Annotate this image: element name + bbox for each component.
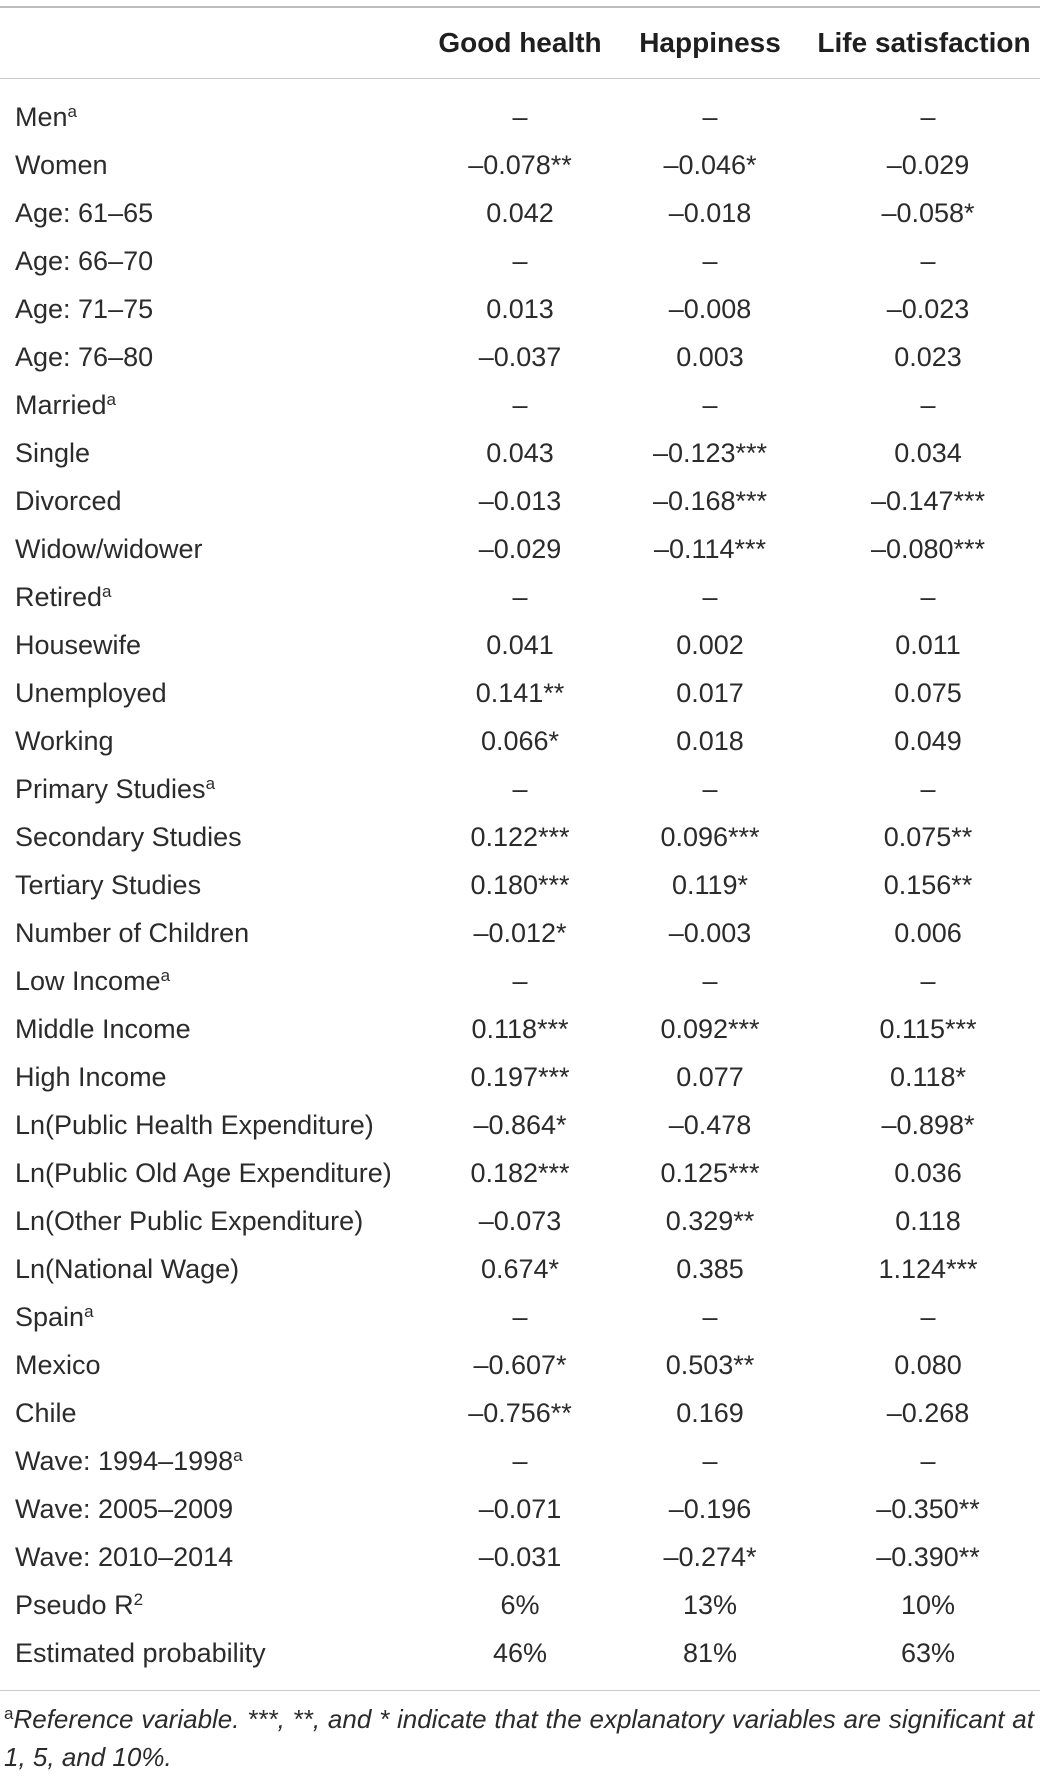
cell-life-satisfaction: – <box>920 774 936 804</box>
cell-life-satisfaction: –0.080*** <box>870 534 986 564</box>
table-row <box>0 1389 1040 1437</box>
cell-life-satisfaction: –0.029 <box>886 150 970 180</box>
cell-happiness: – <box>702 774 718 804</box>
column-header-good-health: Good health <box>438 27 602 58</box>
cell-good-health: –0.756** <box>468 1398 572 1428</box>
cell-good-health: –0.078** <box>468 150 572 180</box>
row-label-text: Middle Income <box>15 1014 191 1044</box>
cell-good-health: – <box>512 1446 528 1476</box>
row-label-text: Pseudo R <box>15 1590 134 1620</box>
cell-happiness: 0.002 <box>676 630 744 660</box>
cell-life-satisfaction: 0.080 <box>894 1350 962 1380</box>
cell-good-health: –0.607* <box>473 1350 567 1380</box>
cell-life-satisfaction: 0.075** <box>883 822 973 852</box>
row-label <box>15 1533 233 1581</box>
row-label <box>15 477 122 525</box>
row-label-text: Age: 66–70 <box>15 246 154 276</box>
cell-happiness: –0.478 <box>668 1110 752 1140</box>
table-row <box>0 141 1040 189</box>
cell-good-health: 6% <box>500 1590 540 1620</box>
cell-happiness: –0.114*** <box>653 534 767 564</box>
row-label-text: Wave: 1994–1998 <box>15 1446 234 1476</box>
table-footnote <box>4 1700 1034 1776</box>
cell-life-satisfaction: 0.036 <box>894 1158 962 1188</box>
cell-good-health: –0.013 <box>478 486 562 516</box>
table-body <box>0 93 1040 1677</box>
table-row <box>0 861 1040 909</box>
row-label <box>15 813 242 861</box>
table-row <box>0 1245 1040 1293</box>
cell-happiness: 0.017 <box>676 678 744 708</box>
table-row <box>0 1533 1040 1581</box>
row-label <box>15 1053 167 1101</box>
cell-good-health: –0.073 <box>478 1206 562 1236</box>
row-label <box>15 237 153 285</box>
cell-happiness: 13% <box>682 1590 738 1620</box>
cell-happiness: 0.018 <box>676 726 744 756</box>
cell-happiness: – <box>702 246 718 276</box>
row-label-superscript: a <box>106 390 116 409</box>
cell-life-satisfaction: 63% <box>900 1638 956 1668</box>
table-row <box>0 957 1040 1005</box>
cell-life-satisfaction: – <box>920 390 936 420</box>
row-label-superscript: 2 <box>133 1590 144 1609</box>
cell-good-health: 0.013 <box>486 294 554 324</box>
cell-life-satisfaction: –0.268 <box>886 1398 970 1428</box>
row-label <box>15 861 201 909</box>
row-label <box>15 1437 243 1485</box>
column-header-life-satisfaction: Life satisfaction <box>817 27 1031 58</box>
cell-happiness: –0.274* <box>663 1542 757 1572</box>
table-top-rule <box>0 6 1040 8</box>
cell-life-satisfaction: 0.115*** <box>879 1014 977 1044</box>
row-label-text: Men <box>15 102 68 132</box>
row-label <box>15 957 170 1005</box>
table-row <box>0 1197 1040 1245</box>
row-label-superscript: a <box>102 582 112 601</box>
cell-good-health: –0.037 <box>478 342 562 372</box>
cell-good-health: 0.122*** <box>470 822 570 852</box>
table-row <box>0 1053 1040 1101</box>
row-label <box>15 1245 239 1293</box>
cell-happiness: –0.018 <box>668 198 752 228</box>
footnote-text: Reference variable. ***, **, and * indicate that the explanatory variables are significant at 1, 5, and 10%. <box>4 1704 1034 1772</box>
cell-good-health: – <box>512 966 528 996</box>
cell-good-health: –0.864* <box>473 1110 567 1140</box>
cell-happiness: 0.169 <box>676 1398 744 1428</box>
cell-life-satisfaction: 0.034 <box>894 438 962 468</box>
row-label-text: Secondary Studies <box>15 822 242 852</box>
cell-happiness: – <box>702 102 718 132</box>
footnote-marker: a <box>4 1704 14 1723</box>
cell-good-health: 0.180*** <box>470 870 570 900</box>
table-row <box>0 1485 1040 1533</box>
cell-good-health: –0.031 <box>478 1542 562 1572</box>
row-label-superscript: a <box>233 1446 243 1465</box>
row-label <box>15 429 90 477</box>
table-row <box>0 93 1040 141</box>
cell-happiness: 0.329** <box>665 1206 755 1236</box>
cell-life-satisfaction: –0.898* <box>881 1110 975 1140</box>
row-label <box>15 1197 363 1245</box>
cell-happiness: – <box>702 966 718 996</box>
table-row <box>0 1101 1040 1149</box>
cell-good-health: 0.182*** <box>470 1158 570 1188</box>
cell-good-health: – <box>512 246 528 276</box>
table-row <box>0 621 1040 669</box>
table-row <box>0 669 1040 717</box>
row-label-text: Low Income <box>15 966 161 996</box>
row-label <box>15 1101 374 1149</box>
cell-life-satisfaction: –0.023 <box>886 294 970 324</box>
cell-life-satisfaction: 0.118* <box>889 1062 967 1092</box>
cell-good-health: 46% <box>492 1638 548 1668</box>
cell-happiness: 0.096*** <box>660 822 760 852</box>
row-label-text: High Income <box>15 1062 167 1092</box>
table-row <box>0 1341 1040 1389</box>
cell-good-health: 0.042 <box>486 198 554 228</box>
cell-happiness: –0.168*** <box>652 486 768 516</box>
table-row <box>0 1005 1040 1053</box>
row-label <box>15 1149 392 1197</box>
cell-happiness: –0.008 <box>668 294 752 324</box>
cell-life-satisfaction: –0.390** <box>876 1542 980 1572</box>
cell-life-satisfaction: 0.156** <box>883 870 973 900</box>
cell-life-satisfaction: – <box>920 102 936 132</box>
cell-good-health: 0.118*** <box>471 1014 569 1044</box>
row-label-text: Number of Children <box>15 918 250 948</box>
row-label <box>15 1005 191 1053</box>
row-label <box>15 1341 101 1389</box>
row-label <box>15 621 141 669</box>
cell-life-satisfaction: – <box>920 1302 936 1332</box>
cell-life-satisfaction: 0.118 <box>895 1206 961 1236</box>
row-label-text: Wave: 2005–2009 <box>15 1494 234 1524</box>
table-row <box>0 189 1040 237</box>
row-label-text: Women <box>15 150 108 180</box>
cell-happiness: – <box>702 390 718 420</box>
row-label-text: Ln(National Wage) <box>15 1254 240 1284</box>
cell-happiness: 0.092*** <box>660 1014 760 1044</box>
cell-life-satisfaction: – <box>920 582 936 612</box>
table-row <box>0 717 1040 765</box>
row-label-superscript: a <box>84 1302 94 1321</box>
cell-good-health: –0.071 <box>478 1494 562 1524</box>
table-row <box>0 1149 1040 1197</box>
row-label-text: Working <box>15 726 114 756</box>
cell-good-health: 0.197*** <box>470 1062 570 1092</box>
cell-happiness: 0.003 <box>676 342 744 372</box>
cell-good-health: – <box>512 390 528 420</box>
cell-good-health: –0.012* <box>473 918 567 948</box>
table-row <box>0 813 1040 861</box>
row-label-text: Mexico <box>15 1350 101 1380</box>
cell-good-health: 0.141** <box>475 678 565 708</box>
cell-good-health: 0.674* <box>480 1254 560 1284</box>
row-label-text: Estimated probability <box>15 1638 266 1668</box>
table-row <box>0 1629 1040 1677</box>
table-row <box>0 909 1040 957</box>
table-row <box>0 285 1040 333</box>
cell-life-satisfaction: 0.006 <box>894 918 962 948</box>
row-label-text: Tertiary Studies <box>15 870 202 900</box>
table-row <box>0 765 1040 813</box>
cell-happiness: 0.125*** <box>660 1158 760 1188</box>
row-label <box>15 1485 233 1533</box>
table-row <box>0 381 1040 429</box>
cell-happiness: – <box>702 1302 718 1332</box>
row-label-superscript: a <box>205 774 216 793</box>
row-label <box>15 1581 143 1629</box>
cell-good-health: – <box>512 774 528 804</box>
column-header-happiness: Happiness <box>639 27 781 58</box>
table-row <box>0 333 1040 381</box>
cell-life-satisfaction: 10% <box>900 1590 956 1620</box>
cell-good-health: –0.029 <box>478 534 562 564</box>
cell-good-health: 0.066* <box>480 726 560 756</box>
cell-happiness: –0.196 <box>668 1494 752 1524</box>
cell-happiness: – <box>702 1446 718 1476</box>
table-bottom-rule <box>0 1690 1040 1691</box>
cell-life-satisfaction: –0.058* <box>881 198 975 228</box>
cell-good-health: – <box>512 102 528 132</box>
row-label <box>15 525 203 573</box>
cell-good-health: – <box>512 1302 528 1332</box>
table-row <box>0 1581 1040 1629</box>
cell-good-health: 0.041 <box>486 630 554 660</box>
cell-happiness: –0.003 <box>668 918 752 948</box>
table-row <box>0 429 1040 477</box>
table-row <box>0 525 1040 573</box>
row-label-text: Unemployed <box>15 678 167 708</box>
cell-happiness: 0.119* <box>671 870 749 900</box>
row-label-text: Wave: 2010–2014 <box>15 1542 234 1572</box>
cell-life-satisfaction: – <box>920 966 936 996</box>
row-label-text: Retired <box>15 582 103 612</box>
row-label <box>15 1389 77 1437</box>
row-label-text: Ln(Public Old Age Expenditure) <box>15 1158 392 1188</box>
row-label <box>15 717 114 765</box>
row-label-superscript: a <box>160 966 171 985</box>
cell-life-satisfaction: – <box>920 246 936 276</box>
table-row <box>0 1437 1040 1485</box>
row-label <box>15 765 215 813</box>
row-label-text: Ln(Other Public Expenditure) <box>15 1206 364 1236</box>
cell-happiness: 0.503** <box>665 1350 755 1380</box>
row-label-text: Married <box>15 390 107 420</box>
row-label-text: Spain <box>15 1302 85 1332</box>
cell-life-satisfaction: 1.124*** <box>878 1254 978 1284</box>
cell-happiness: 0.077 <box>676 1062 744 1092</box>
row-label-text: Chile <box>15 1398 77 1428</box>
row-label <box>15 1293 94 1341</box>
cell-happiness: 81% <box>682 1638 738 1668</box>
cell-happiness: –0.123*** <box>652 438 768 468</box>
table-row <box>0 477 1040 525</box>
row-label <box>15 573 112 621</box>
row-label-superscript: a <box>67 102 77 121</box>
table-row <box>0 237 1040 285</box>
cell-good-health: – <box>512 582 528 612</box>
row-label-text: Ln(Public Health Expenditure) <box>15 1110 374 1140</box>
cell-life-satisfaction: – <box>920 1446 936 1476</box>
cell-life-satisfaction: –0.350** <box>876 1494 980 1524</box>
row-label-text: Widow/widower <box>15 534 203 564</box>
table-row <box>0 1293 1040 1341</box>
row-label <box>15 333 153 381</box>
cell-happiness: –0.046* <box>663 150 757 180</box>
table-row <box>0 573 1040 621</box>
row-label <box>15 285 153 333</box>
cell-good-health: 0.043 <box>486 438 554 468</box>
row-label <box>15 381 116 429</box>
row-label-text: Single <box>15 438 91 468</box>
row-label <box>15 669 167 717</box>
cell-happiness: – <box>702 582 718 612</box>
row-label-text: Housewife <box>15 630 142 660</box>
row-label-text: Divorced <box>15 486 122 516</box>
row-label <box>15 909 249 957</box>
row-label-text: Age: 76–80 <box>15 342 154 372</box>
row-label <box>15 141 108 189</box>
header-rule <box>0 78 1040 79</box>
cell-life-satisfaction: 0.075 <box>894 678 962 708</box>
cell-happiness: 0.385 <box>676 1254 744 1284</box>
row-label <box>15 189 153 237</box>
row-label-text: Age: 71–75 <box>15 294 154 324</box>
cell-life-satisfaction: 0.049 <box>894 726 962 756</box>
row-label <box>15 93 77 141</box>
row-label-text: Primary Studies <box>15 774 206 804</box>
cell-life-satisfaction: –0.147*** <box>870 486 986 516</box>
row-label-text: Age: 61–65 <box>15 198 154 228</box>
row-label <box>15 1629 266 1677</box>
cell-life-satisfaction: 0.011 <box>895 630 961 660</box>
cell-life-satisfaction: 0.023 <box>894 342 962 372</box>
